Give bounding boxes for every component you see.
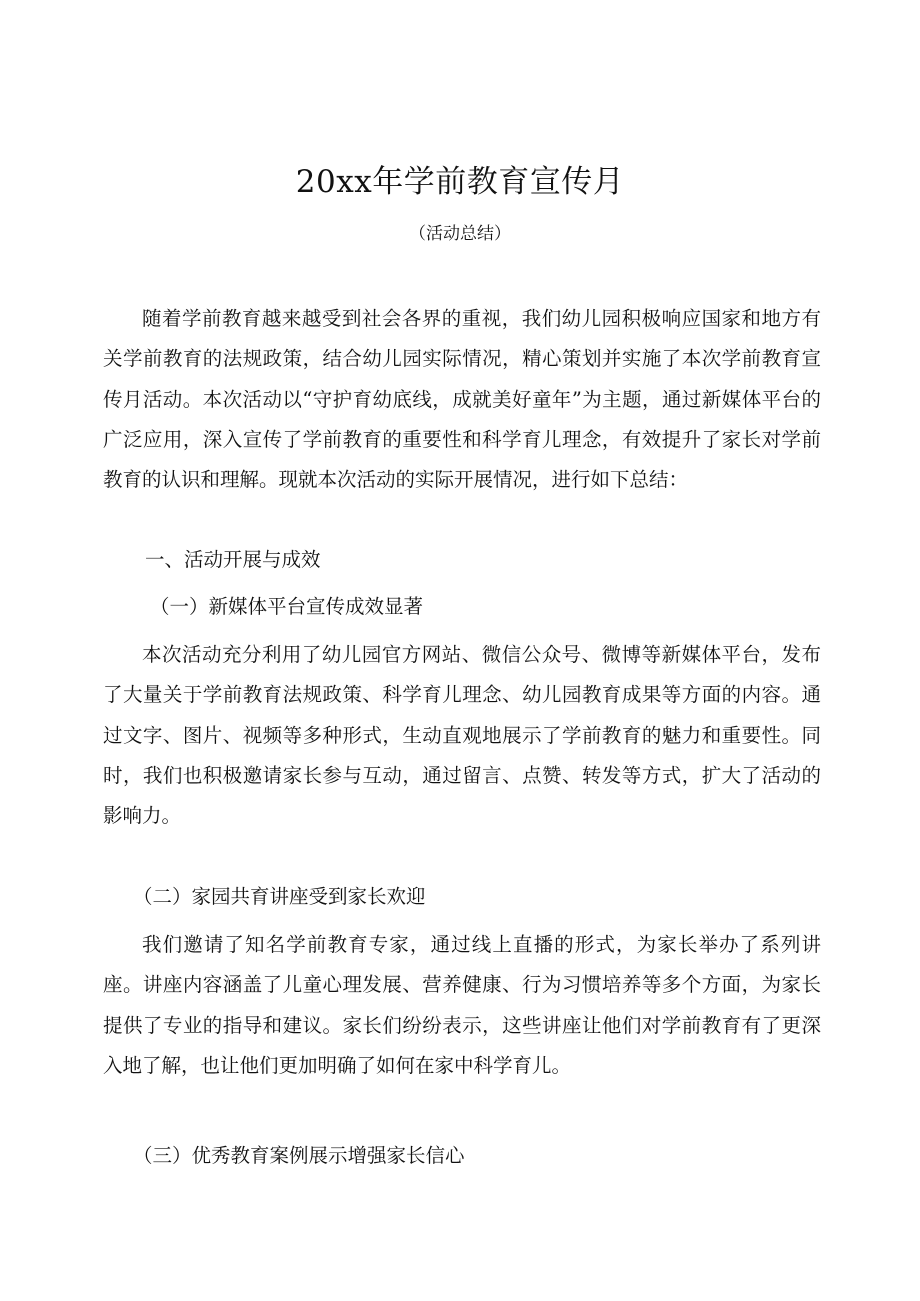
subsection-heading-lectures: （二）家园共育讲座受到家长欢迎 xyxy=(133,885,426,908)
subsection-heading-cases: （三）优秀教育案例展示增强家长信心 xyxy=(133,1144,465,1167)
intro-paragraph: 随着学前教育越来越受到社会各界的重视，我们幼儿园积极响应国家和地方有关学前教育的法规政策，结合幼儿园实际情况，精心策划并实施了本次学前教育宣传月活动。本次活动以“守护育幼底线，成就美好童年”为主题，通过新媒体平台的广泛应用，深入宣传了学前教育的重要性和科学育儿理念，有效提升了家长对学前教育的认识和理解。现就本次活动的实际开展情况，进行如下总结： xyxy=(103,307,821,492)
paragraph-new-media: 本次活动充分利用了幼儿园官方网站、微信公众号、微博等新媒体平台，发布了大量关于学前教育法规政策、科学育儿理念、幼儿园教育成果等方面的内容。通过文字、图片、视频等多种形式，生动直观地展示了学前教育的魅力和重要性。同时，我们也积极邀请家长参与互动，通过留言、点赞、转发等方式，扩大了活动的影响力。 xyxy=(103,643,821,828)
subsection-heading-new-media: （一）新媒体平台宣传成效显著 xyxy=(150,595,424,618)
paragraph-lectures: 我们邀请了知名学前教育专家，通过线上直播的形式，为家长举办了系列讲座。讲座内容涵盖了儿童心理发展、营养健康、行为习惯培养等多个方面，为家长提供了专业的指导和建议。家长们纷纷表示，这些讲座让他们对学前教育有了更深入地了解，也让他们更加明确了如何在家中科学育儿。 xyxy=(103,933,821,1077)
section-heading-activities: 一、活动开展与成效 xyxy=(145,548,321,571)
document-title: 20xx年学前教育宣传月 xyxy=(295,164,625,200)
document-subtitle: （活动总结） xyxy=(409,224,511,244)
